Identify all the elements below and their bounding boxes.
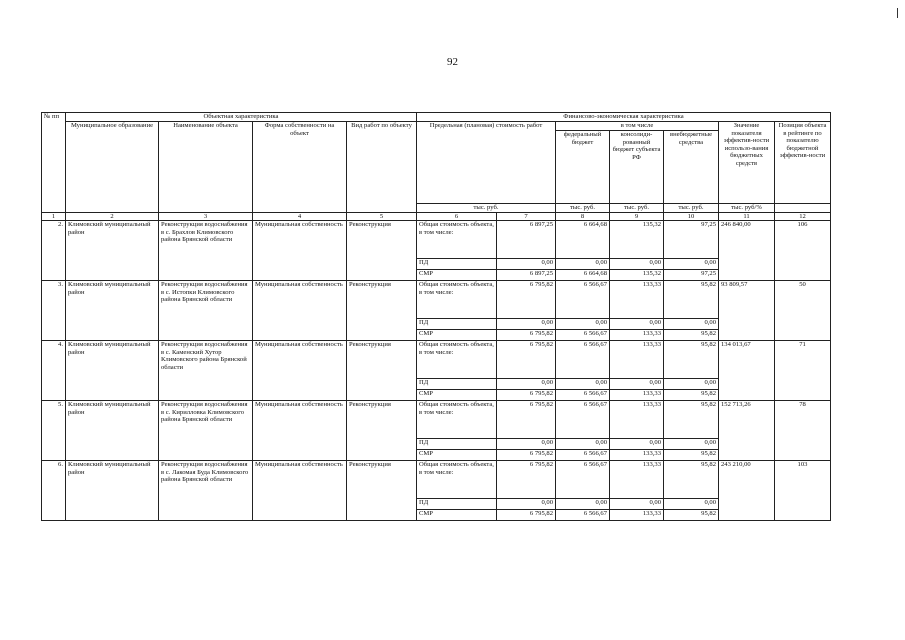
label-total: Общая стоимость объекта, в том числе:: [417, 401, 497, 439]
row-object: Реконструкция водоснабжения в с. Каменский Хутор Климовского района Брянской области: [159, 341, 253, 401]
label-pd: ПД: [417, 259, 497, 270]
total-consolidated: 133,33: [610, 461, 664, 499]
header-work-type: Вид работ по объекту: [347, 122, 417, 213]
smr-consolidated: 133,33: [610, 510, 664, 521]
row-object: Реконструкция водоснабжения в с. Брахлов Климовского района Брянской области: [159, 221, 253, 281]
row-num: 5.: [42, 401, 66, 461]
row-rank: 106: [775, 221, 831, 281]
smr-federal: 6 566,67: [556, 450, 610, 461]
total-federal: 6 566,67: [556, 461, 610, 499]
total-cost: 6 897,25: [497, 221, 556, 259]
total-federal: 6 566,67: [556, 281, 610, 319]
pd-consolidated: 0,00: [610, 379, 664, 390]
total-consolidated: 133,33: [610, 281, 664, 319]
smr-cost: 6 795,82: [497, 510, 556, 521]
smr-cost: 6 795,82: [497, 330, 556, 341]
pd-consolidated: 0,00: [610, 439, 664, 450]
pd-federal: 0,00: [556, 319, 610, 330]
row-efficiency: 152 713,26: [719, 401, 775, 461]
total-extrabudget: 95,82: [664, 281, 719, 319]
pd-extrabudget: 0,00: [664, 259, 719, 270]
smr-extrabudget: 95,82: [664, 330, 719, 341]
col-number: 12: [775, 212, 831, 221]
smr-extrabudget: 97,25: [664, 270, 719, 281]
header-ownership: Форма собственности на объект: [253, 122, 347, 213]
row-rank: 71: [775, 341, 831, 401]
row-object: Реконструкция водоснабжения в с. Кирилловка Климовского района Брянской области: [159, 401, 253, 461]
pd-consolidated: 0,00: [610, 319, 664, 330]
smr-cost: 6 795,82: [497, 450, 556, 461]
row-work: Реконструкция: [347, 341, 417, 401]
smr-cost: 6 897,25: [497, 270, 556, 281]
smr-extrabudget: 95,82: [664, 390, 719, 401]
label-pd: ПД: [417, 499, 497, 510]
col-number: 5: [347, 212, 417, 221]
row-work: Реконструкция: [347, 221, 417, 281]
row-num: 6.: [42, 461, 66, 521]
row-municipality: Климовский муниципальный район: [66, 281, 159, 341]
smr-cost: 6 795,82: [497, 390, 556, 401]
row-efficiency: 134 013,67: [719, 341, 775, 401]
table-row: [42, 461, 831, 521]
table-header: [42, 113, 831, 221]
row-municipality: Климовский муниципальный район: [66, 401, 159, 461]
header-including: в том числе: [556, 122, 719, 131]
unit-extrabudget: тыс. руб.: [664, 204, 719, 213]
row-work: Реконструкция: [347, 281, 417, 341]
pd-cost: 0,00: [497, 439, 556, 450]
row-rank: 103: [775, 461, 831, 521]
pd-cost: 0,00: [497, 379, 556, 390]
row-efficiency: 93 809,57: [719, 281, 775, 341]
scan-edge-mark: [897, 8, 898, 18]
pd-federal: 0,00: [556, 499, 610, 510]
col-number: 8: [556, 212, 610, 221]
col-number: 6: [417, 212, 497, 221]
smr-federal: 6 566,67: [556, 390, 610, 401]
row-work: Реконструкция: [347, 461, 417, 521]
total-cost: 6 795,82: [497, 461, 556, 499]
label-pd: ПД: [417, 439, 497, 450]
pd-extrabudget: 0,00: [664, 499, 719, 510]
pd-federal: 0,00: [556, 379, 610, 390]
total-consolidated: 133,33: [610, 401, 664, 439]
total-extrabudget: 95,82: [664, 461, 719, 499]
total-federal: 6 664,68: [556, 221, 610, 259]
col-number: 11: [719, 212, 775, 221]
pd-extrabudget: 0,00: [664, 379, 719, 390]
total-federal: 6 566,67: [556, 341, 610, 379]
total-consolidated: 135,32: [610, 221, 664, 259]
pd-cost: 0,00: [497, 319, 556, 330]
col-number: 2: [66, 212, 159, 221]
pd-extrabudget: 0,00: [664, 319, 719, 330]
table-row: [42, 401, 831, 461]
table-row: [42, 341, 831, 401]
total-consolidated: 133,33: [610, 341, 664, 379]
table-row: [42, 281, 831, 341]
row-num: 4.: [42, 341, 66, 401]
row-ownership: Муниципальная собственность: [253, 341, 347, 401]
pd-consolidated: 0,00: [610, 259, 664, 270]
col-number: 1: [42, 212, 66, 221]
smr-federal: 6 664,68: [556, 270, 610, 281]
row-ownership: Муниципальная собственность: [253, 401, 347, 461]
row-rank: 50: [775, 281, 831, 341]
col-number: 10: [664, 212, 719, 221]
label-smr: СМР: [417, 330, 497, 341]
label-smr: СМР: [417, 510, 497, 521]
total-cost: 6 795,82: [497, 401, 556, 439]
col-number: 4: [253, 212, 347, 221]
row-ownership: Муниципальная собственность: [253, 221, 347, 281]
row-ownership: Муниципальная собственность: [253, 281, 347, 341]
row-municipality: Климовский муниципальный район: [66, 461, 159, 521]
unit-cost: тыс. руб.: [417, 204, 556, 213]
header-max-cost: Предельная (плановая) стоимость работ: [417, 122, 556, 204]
smr-federal: 6 566,67: [556, 510, 610, 521]
label-pd: ПД: [417, 319, 497, 330]
label-smr: СМР: [417, 390, 497, 401]
smr-consolidated: 133,33: [610, 330, 664, 341]
row-work: Реконструкция: [347, 401, 417, 461]
smr-federal: 6 566,67: [556, 330, 610, 341]
total-extrabudget: 97,25: [664, 221, 719, 259]
pd-consolidated: 0,00: [610, 499, 664, 510]
smr-extrabudget: 95,82: [664, 450, 719, 461]
total-cost: 6 795,82: [497, 341, 556, 379]
header-object-group: Объектная характеристика: [66, 113, 417, 122]
smr-extrabudget: 95,82: [664, 510, 719, 521]
unit-rank-empty: [775, 204, 831, 213]
col-number: 9: [610, 212, 664, 221]
row-rank: 78: [775, 401, 831, 461]
col-number: 7: [497, 212, 556, 221]
row-municipality: Климовский муниципальный район: [66, 221, 159, 281]
col-number: 3: [159, 212, 253, 221]
row-ownership: Муниципальная собственность: [253, 461, 347, 521]
column-numbers-row: [42, 212, 831, 221]
pd-cost: 0,00: [497, 499, 556, 510]
total-extrabudget: 95,82: [664, 341, 719, 379]
row-object: Реконструкция водоснабжения в с. Истопки Климовского района Брянской области: [159, 281, 253, 341]
unit-consolidated: тыс. руб.: [610, 204, 664, 213]
unit-federal: тыс. руб.: [556, 204, 610, 213]
total-cost: 6 795,82: [497, 281, 556, 319]
pd-federal: 0,00: [556, 259, 610, 270]
row-num: 2.: [42, 221, 66, 281]
pd-cost: 0,00: [497, 259, 556, 270]
row-object: Реконструкция водоснабжения в с. Лакомая Буда Климовского района Брянской области: [159, 461, 253, 521]
row-efficiency: 246 840,00: [719, 221, 775, 281]
total-federal: 6 566,67: [556, 401, 610, 439]
smr-consolidated: 133,33: [610, 450, 664, 461]
page-number: 92: [447, 56, 458, 68]
header-efficiency: Значение показателя эффектив-ности использо-вания бюджетных средств: [719, 122, 775, 204]
header-finance-group: Финансово-экономическая характеристика: [417, 113, 831, 122]
pd-extrabudget: 0,00: [664, 439, 719, 450]
header-num: № пп: [42, 113, 66, 213]
smr-consolidated: 133,33: [610, 390, 664, 401]
label-total: Общая стоимость объекта, в том числе:: [417, 281, 497, 319]
label-total: Общая стоимость объекта, в том числе:: [417, 461, 497, 499]
label-pd: ПД: [417, 379, 497, 390]
header-federal: федеральный бюджет: [556, 131, 610, 204]
row-efficiency: 243 210,00: [719, 461, 775, 521]
label-total: Общая стоимость объекта, в том числе:: [417, 221, 497, 259]
unit-efficiency: тыс. руб/%: [719, 204, 775, 213]
row-municipality: Климовский муниципальный район: [66, 341, 159, 401]
row-num: 3.: [42, 281, 66, 341]
total-extrabudget: 95,82: [664, 401, 719, 439]
header-extrabudget: внебюджетные средства: [664, 131, 719, 204]
label-total: Общая стоимость объекта, в том числе:: [417, 341, 497, 379]
smr-consolidated: 135,32: [610, 270, 664, 281]
header-rank: Позиция объекта в рейтинге по показателю бюджетной эффектив-ности: [775, 122, 831, 204]
pd-federal: 0,00: [556, 439, 610, 450]
table-row: [42, 221, 831, 281]
header-municipality: Муниципальное образование: [66, 122, 159, 213]
header-object-name: Наименование объекта: [159, 122, 253, 213]
label-smr: СМР: [417, 450, 497, 461]
label-smr: СМР: [417, 270, 497, 281]
header-consolidated: консолиди-рованный бюджет субъекта РФ: [610, 131, 664, 204]
project-table: [41, 112, 831, 521]
